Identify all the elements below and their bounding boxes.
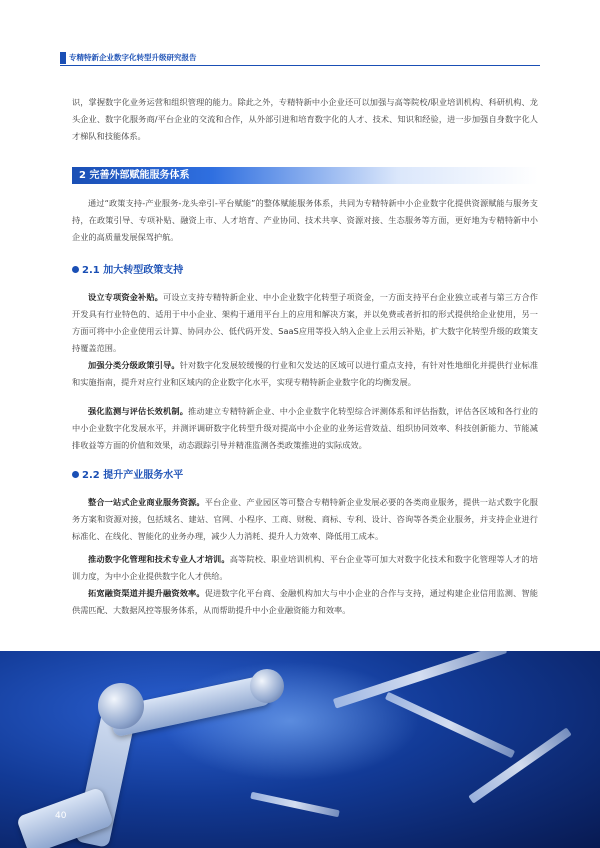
policy-item-2-text: 针对数字化发展较缓慢的行业和欠发达的区域可以进行重点支持，有针对性地细化并提供行业标准和实施指南，提升对应行业和区域内的企业数字化水平，实现专精特新企业数字化的均衡发展。: [72, 360, 538, 387]
machine-beam: [250, 792, 339, 818]
policy-item-1-lead: 设立专项资金补贴。: [88, 292, 164, 302]
service-item-1-lead: 整合一站式企业商业服务资源。: [88, 497, 205, 507]
page-header: [0, 52, 600, 64]
policy-item-1-text: 可设立支持专精特新企业、中小企业数字化转型子项资金，一方面支持平台企业独立或者与第三方合作开发具有行业特色的、适用于中小企业、架构于通用平台上的应用和解决方案，并以免费或者折扣的形式提供给企业使用，另一方面可将中小企业使用云计算、协同办公、低代码开发、SaaS应用等投入纳入企业上云用云补贴，扩大数字化转型升级的政策支持覆盖范围。: [72, 292, 538, 353]
subsection-2-2-title: 2.2 提升产业服务水平: [82, 470, 184, 481]
policy-item-2: [72, 357, 538, 391]
policy-item-3-lead: 强化监测与评估长效机制。: [88, 406, 189, 416]
service-item-3-lead: 拓宽融资渠道并提升融资效率。: [88, 588, 205, 598]
section-2-title: 2 完善外部赋能服务体系: [79, 170, 190, 181]
policy-item-3: [72, 403, 538, 454]
robot-joint: [250, 669, 284, 703]
robot-joint: [98, 683, 144, 729]
header-accent-bar: [60, 52, 66, 64]
section2-intro: 通过“政策支持-产业服务-龙头牵引-平台赋能”的整体赋能服务体系，共同为专精特新中小企业数字化提供资源赋能与服务支持，在政策引导、专项补贴、融资上市、人才培育、产业协同、技术共享、资源对接、生态服务等方面，更好地为专精特新中小企业的高质量发展保驾护航。: [72, 198, 538, 242]
header-rule: [60, 65, 540, 66]
policy-item-1: [72, 289, 538, 357]
service-item-3: [72, 585, 538, 619]
subsection-2-1-title: 2.1 加大转型政策支持: [82, 265, 184, 276]
service-item-1-text: 平台企业、产业园区等可整合专精特新企业发展必要的各类商业服务，提供一站式数字化服务方案和资源对接，包括域名、建站、官网、小程序、工商、财税、商标、专利、设计、咨询等各类企业服务，并支持企业进行标准化、在线化、智能化的业务办理，减少人力消耗、提升人力效率、降低用工成本。: [72, 497, 538, 541]
service-item-2: [72, 551, 538, 585]
service-item-2-lead: 推动数字化管理和技术专业人才培训。: [88, 554, 230, 564]
subsection-2-2-heading: [72, 469, 183, 483]
page-number: 40: [55, 811, 67, 821]
service-item-2-text: 高等院校、职业培训机构、平台企业等可加大对数字化技术和数字化管理等人才的培训力度，为中小企业提供数字化人才供给。: [72, 554, 538, 581]
subsection-2-1-heading: [72, 264, 183, 278]
policy-item-2-lead: 加强分类分级政策引导。: [88, 360, 180, 370]
bullet-dot-icon: [72, 471, 79, 478]
header-title: 专精特新企业数字化转型升级研究报告: [69, 53, 197, 62]
robotic-arm-banner-image: [0, 651, 600, 848]
light-glow: [160, 661, 420, 781]
intro-paragraph: 识，掌握数字化业务运营和组织管理的能力。除此之外，专精特新中小企业还可以加强与高等院校/职业培训机构、科研机构、龙头企业、数字化服务商/平台企业的交流和合作，从外部引进和培育数字化的人才、技术、知识和经验，进一步加强自身数字化人才梯队和技能体系。: [72, 97, 538, 141]
policy-item-3-text: 推动建立专精特新企业、中小企业数字化转型综合评测体系和评估指数，评估各区域和各行业的中小企业数字化发展水平，并测评调研数字化转型升级对提高中小企业的业务运营效益、组织协同效率、科技创新能力、节能减排收益等方面的价值和效果，动态跟踪引导并精准监测各类政策推进的实际成效。: [72, 406, 538, 450]
service-item-3-text: 促进数字化平台商、金融机构加大与中小企业的合作与支持，通过构建企业信用监测、智能供需匹配、大数据风控等服务体系，从而帮助提升中小企业融资能力和效率。: [72, 588, 538, 615]
bullet-dot-icon: [72, 266, 79, 273]
section-2-banner: [72, 167, 538, 184]
service-item-1: [72, 494, 538, 545]
